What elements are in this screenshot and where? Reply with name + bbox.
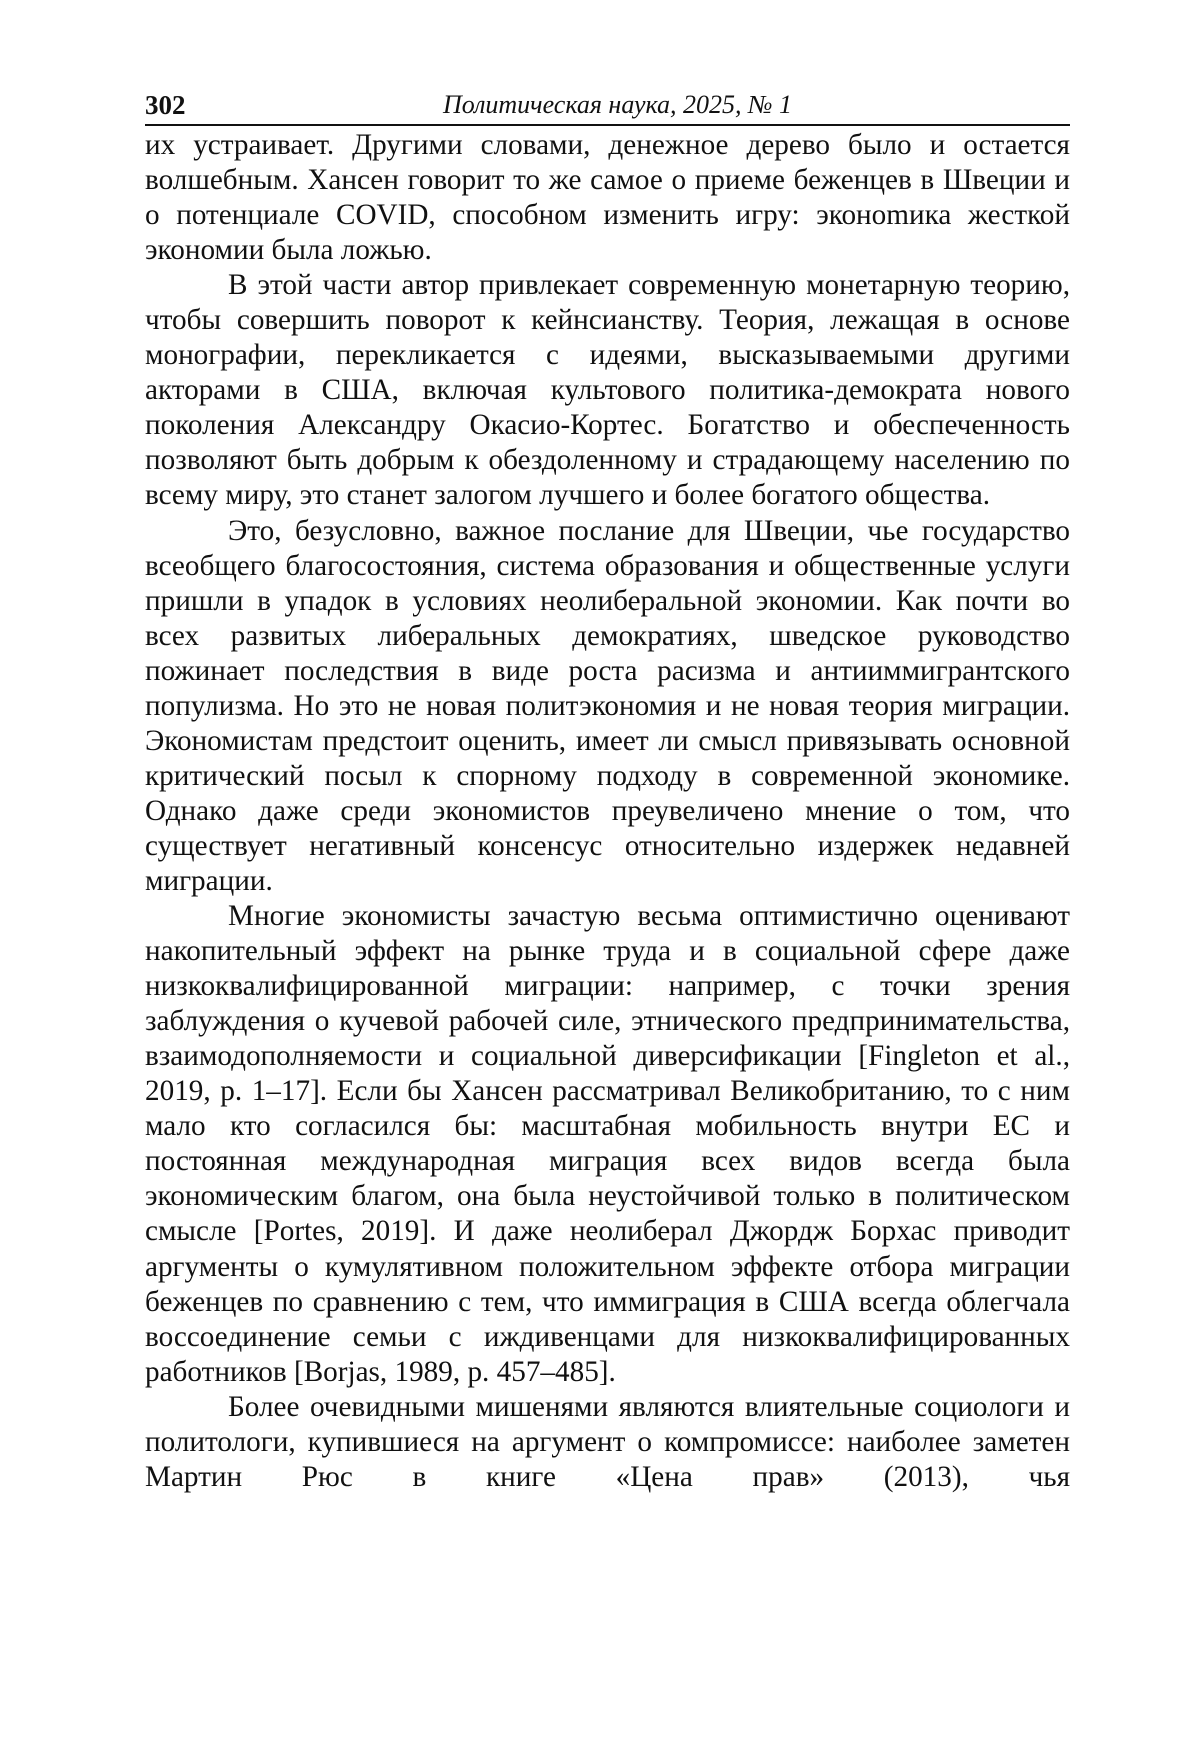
journal-page — [145, 88, 1070, 1495]
paragraph: В этой части автор привлекает современную монетарную теорию, чтобы совершить поворот к кейнсианству. Теория, лежа­щая в основе монографии, перекликается с идеями, высказывае­мыми другими акторами в США, включая культового политика-демократа нового поколения Александру Окасио-Кортес. Богат­ство и обеспеченность позволяют быть добрым к обездоленному и страдающему населению по всему миру, это станет залогом луч­шего и более богатого общества. — [145, 268, 1070, 513]
paragraph: Это, безусловно, важное послание для Швеции, чье государ­ство всеобщего благосостояния, система образования и общест­венные услуги пришли в упадок в условиях неолиберальной эко­номии. Как почти во всех развитых либеральных демократиях, шведское руководство пожинает последствия в виде роста расизма и антииммигрантского популизма. Но это не новая политэкономия и не новая теория миграции. Экономистам предстоит оценить, имеет ли смысл привязывать основной критический посыл к спор­ному подходу в современной экономике. Однако даже среди эко­номистов преувеличено мнение о том, что существует негативный консенсус относительно издержек недавней миграции. — [145, 514, 1070, 900]
running-title: Политическая наука, 2025, № 1 — [145, 90, 1070, 120]
paragraph: Многие экономисты зачастую весьма оптимистично оцени­вают накопительный эффект на рынке труда и в социальной сфере даже низкоквалифицированной миграции: например, с точки зре­ния заблуждения о кучевой рабочей силе, этнического предприни­мательства, взаимодополняемости и социальной диверсификации [Fingleton et al., 2019, p. 1–17]. Если бы Хансен рассматривал Ве­ликобританию, то с ним мало кто согласился бы: масштабная мо­бильность внутри ЕС и постоянная международная миграция всех видов всегда была экономическим благом, она была неустойчивой только в политическом смысле [Portes, 2019]. И даже неолиберал Джордж Борхас приводит аргументы о кумулятивном положи­тельном эффекте отбора миграции беженцев по сравнению с тем, что иммиграция в США всегда облегчала воссоединение семьи с иждивенцами для низкоквалифицированных работников [Borjas, 1989, p. 457–485]. — [145, 899, 1070, 1390]
article-body — [145, 128, 1070, 1495]
paragraph: Более очевидными мишенями являются влиятельные социо­логи и политологи, купившиеся на аргумент о компромиссе: наи­более заметен Мартин Рюс в книге «Цена прав» (2013), чья — [145, 1390, 1070, 1495]
paragraph-continued: их устраивает. Другими словами, денежное дерево было и остается волшебным. Хансен говорит то же самое о приеме беженцев в Швеции и о потенциале COVID, способном изменить игру: эконо­mика жесткой экономии была ложью. — [145, 128, 1070, 268]
page-number: 302 — [145, 90, 186, 120]
page-header — [145, 88, 1070, 126]
